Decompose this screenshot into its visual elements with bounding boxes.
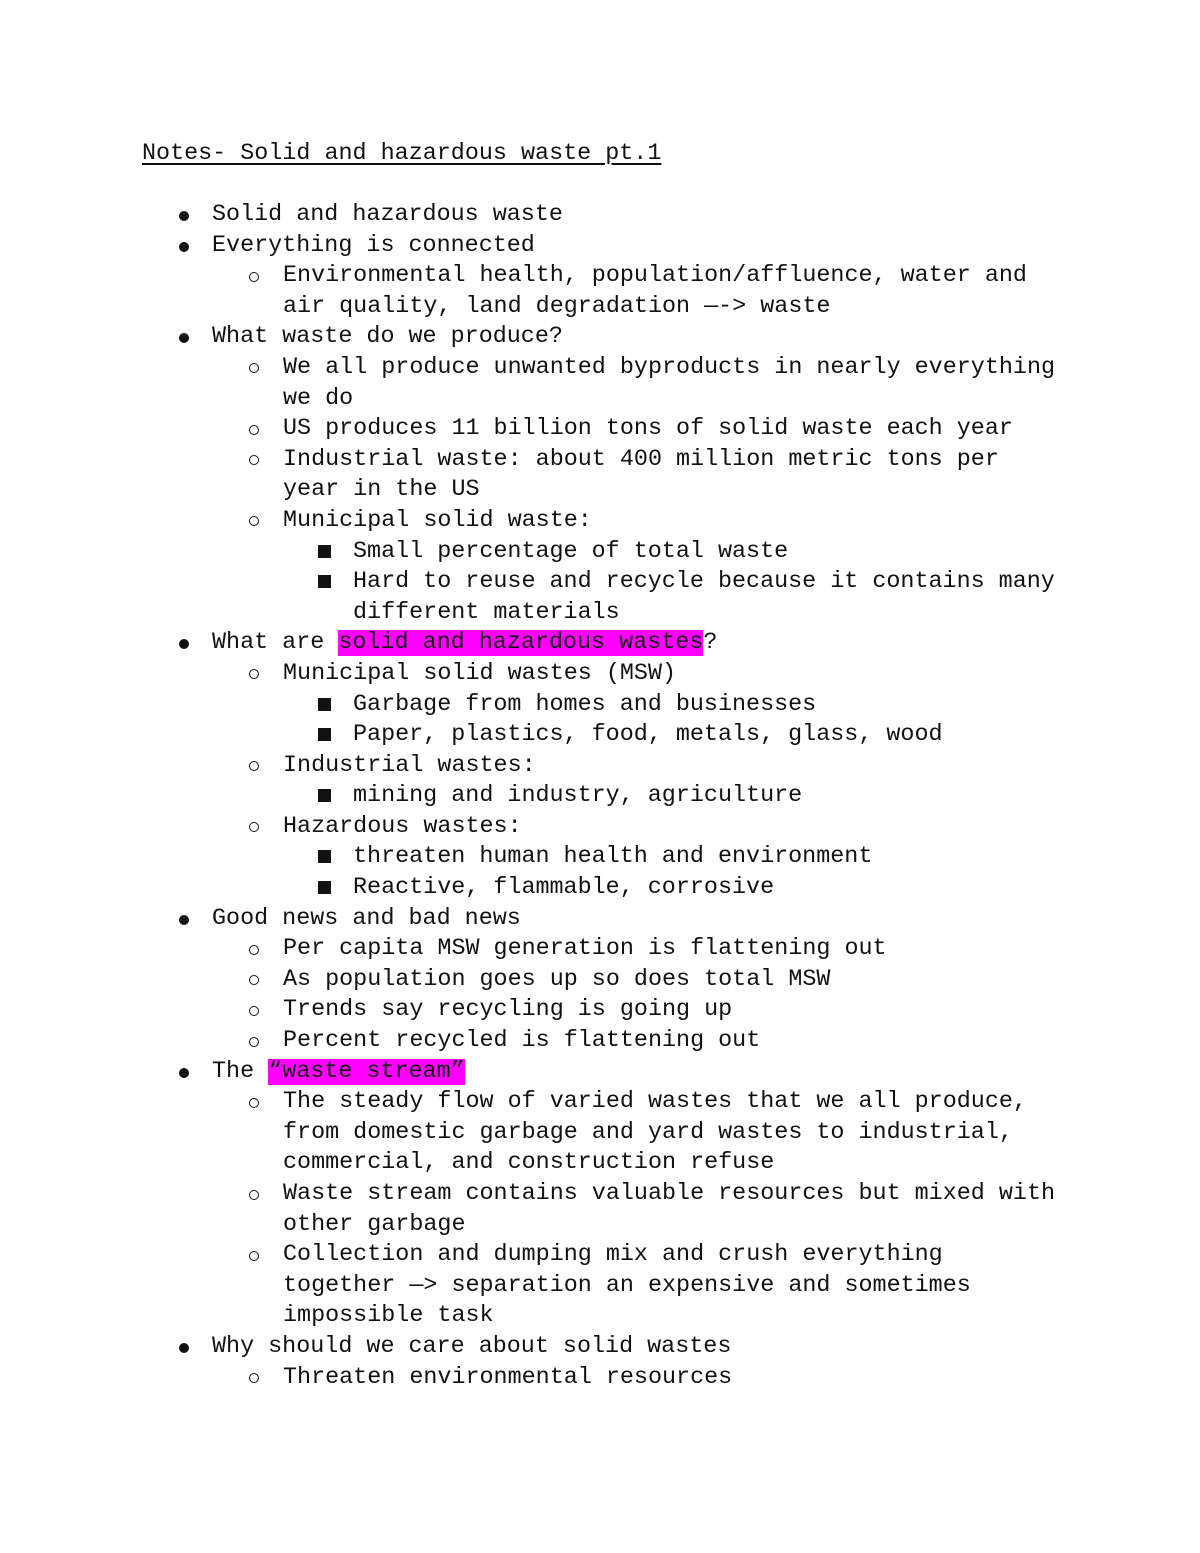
filled-bullet-icon xyxy=(179,915,189,925)
list-item-continuation xyxy=(0,598,1200,629)
hollow-bullet-icon xyxy=(249,669,259,679)
square-bullet-icon xyxy=(318,789,331,802)
list-item-text: Small percentage of total waste xyxy=(353,538,789,565)
filled-bullet-icon xyxy=(179,639,189,649)
hollow-bullet-icon xyxy=(249,1006,259,1016)
list-item-continuation xyxy=(0,1148,1200,1179)
square-bullet-icon xyxy=(318,728,331,741)
list-item-text: air quality, land degradation —-> waste xyxy=(283,293,831,320)
hollow-bullet-icon xyxy=(249,975,259,985)
hollow-bullet-icon xyxy=(249,455,259,465)
notes-list xyxy=(0,200,1200,1393)
list-item-level-2 xyxy=(0,659,1200,690)
filled-bullet-icon xyxy=(179,1343,189,1353)
list-item-text: What waste do we produce? xyxy=(212,324,563,351)
square-bullet-icon xyxy=(318,575,331,588)
hollow-bullet-icon xyxy=(249,1190,259,1200)
hollow-bullet-icon xyxy=(249,1373,259,1383)
list-item-level-3 xyxy=(0,781,1200,812)
list-item-text: The xyxy=(212,1058,269,1085)
list-item-level-2 xyxy=(0,995,1200,1026)
list-item-continuation xyxy=(0,1118,1200,1149)
list-item-level-2 xyxy=(0,445,1200,476)
list-item-text: from domestic garbage and yard wastes to industrial, xyxy=(283,1119,1013,1146)
list-item-text: Hazardous wastes: xyxy=(283,813,522,840)
hollow-bullet-icon xyxy=(249,761,259,771)
list-item-text: Collection and dumping mix and crush everything xyxy=(283,1242,943,1269)
hollow-bullet-icon xyxy=(249,272,259,282)
list-item-level-3 xyxy=(0,873,1200,904)
list-item-text: Trends say recycling is going up xyxy=(283,997,733,1024)
list-item-level-3 xyxy=(0,720,1200,751)
list-item-level-2 xyxy=(0,1026,1200,1057)
highlighted-text: solid and hazardous wastes xyxy=(338,630,704,657)
list-item-text: Per capita MSW generation is flattening out xyxy=(283,936,887,963)
list-item-text: Waste stream contains valuable resources but mixed with xyxy=(283,1181,1056,1207)
list-item-text: Industrial wastes: xyxy=(283,752,536,779)
list-item-text: We all produce unwanted byproducts in nearly everything xyxy=(283,354,1056,381)
list-item-continuation xyxy=(0,292,1200,323)
list-item-continuation xyxy=(0,1301,1200,1332)
list-item-text: Everything is connected xyxy=(212,232,535,259)
list-item-level-2 xyxy=(0,965,1200,996)
list-item-text: we do xyxy=(283,385,354,412)
list-item-text: Environmental health, population/affluence, water and xyxy=(283,263,1027,290)
list-item-text: What are xyxy=(212,630,339,657)
list-item-level-1 xyxy=(0,1057,1200,1088)
list-item-text: US produces 11 billion tons of solid waste each year xyxy=(283,416,1013,443)
filled-bullet-icon xyxy=(179,242,189,252)
hollow-bullet-icon xyxy=(249,516,259,526)
filled-bullet-icon xyxy=(179,1068,189,1078)
list-item-level-2 xyxy=(0,1179,1200,1210)
hollow-bullet-icon xyxy=(249,1251,259,1261)
list-item-level-2 xyxy=(0,812,1200,843)
filled-bullet-icon xyxy=(179,333,189,343)
list-item-text: different materials xyxy=(353,599,620,626)
list-item-level-2 xyxy=(0,1087,1200,1118)
hollow-bullet-icon xyxy=(249,1098,259,1108)
list-item-level-1 xyxy=(0,200,1200,231)
square-bullet-icon xyxy=(318,850,331,863)
list-item-text: commercial, and construction refuse xyxy=(283,1150,775,1177)
square-bullet-icon xyxy=(318,698,331,711)
list-item-continuation xyxy=(0,475,1200,506)
list-item-text: Municipal solid wastes (MSW) xyxy=(283,660,677,687)
square-bullet-icon xyxy=(318,881,331,894)
list-item-text: Industrial waste: about 400 million metric tons per xyxy=(283,446,999,473)
hollow-bullet-icon xyxy=(249,363,259,373)
hollow-bullet-icon xyxy=(249,1037,259,1047)
list-item-level-2 xyxy=(0,414,1200,445)
list-item-text: other garbage xyxy=(283,1211,466,1238)
filled-bullet-icon xyxy=(179,211,189,221)
list-item-text: Why should we care about solid wastes xyxy=(212,1333,732,1360)
list-item-level-2 xyxy=(0,751,1200,782)
list-item-text: year in the US xyxy=(283,477,480,504)
list-item-text: ? xyxy=(703,630,718,657)
list-item-continuation xyxy=(0,384,1200,415)
list-item-text: Reactive, flammable, corrosive xyxy=(353,875,775,902)
list-item-level-1 xyxy=(0,231,1200,262)
square-bullet-icon xyxy=(318,545,331,558)
page-title: Notes- Solid and hazardous waste pt.1 xyxy=(142,141,662,167)
list-item-level-2 xyxy=(0,1240,1200,1271)
list-item-text: together —> separation an expensive and sometimes xyxy=(283,1272,971,1299)
list-item-level-2 xyxy=(0,934,1200,965)
list-item-text: Good news and bad news xyxy=(212,905,521,932)
list-item-level-2 xyxy=(0,261,1200,292)
list-item-level-2 xyxy=(0,1363,1200,1394)
list-item-text: impossible task xyxy=(283,1303,494,1330)
list-item-text: Paper, plastics, food, metals, glass, wood xyxy=(353,722,943,749)
highlighted-text: “waste stream” xyxy=(268,1058,465,1085)
list-item-text: The steady flow of varied wastes that we all produce, xyxy=(283,1089,1027,1116)
list-item-text: Solid and hazardous waste xyxy=(212,202,563,228)
list-item-continuation xyxy=(0,1210,1200,1241)
hollow-bullet-icon xyxy=(249,425,259,435)
list-item-text: As population goes up so does total MSW xyxy=(283,966,831,993)
list-item-level-1 xyxy=(0,628,1200,659)
list-item-level-3 xyxy=(0,842,1200,873)
hollow-bullet-icon xyxy=(249,945,259,955)
list-item-level-2 xyxy=(0,353,1200,384)
list-item-level-2 xyxy=(0,506,1200,537)
list-item-level-1 xyxy=(0,904,1200,935)
list-item-text: Garbage from homes and businesses xyxy=(353,691,817,718)
list-item-level-1 xyxy=(0,1332,1200,1363)
list-item-level-1 xyxy=(0,322,1200,353)
list-item-text: Threaten environmental resources xyxy=(283,1364,733,1391)
list-item-text: Percent recycled is flattening out xyxy=(283,1028,761,1055)
list-item-level-3 xyxy=(0,690,1200,721)
list-item-level-3 xyxy=(0,567,1200,598)
list-item-text: threaten human health and environment xyxy=(353,844,873,871)
list-item-continuation xyxy=(0,1271,1200,1302)
list-item-text: mining and industry, agriculture xyxy=(353,783,803,810)
list-item-text: Municipal solid waste: xyxy=(283,507,592,534)
hollow-bullet-icon xyxy=(249,822,259,832)
list-item-text: Hard to reuse and recycle because it contains many xyxy=(353,569,1055,596)
list-item-level-3 xyxy=(0,537,1200,568)
